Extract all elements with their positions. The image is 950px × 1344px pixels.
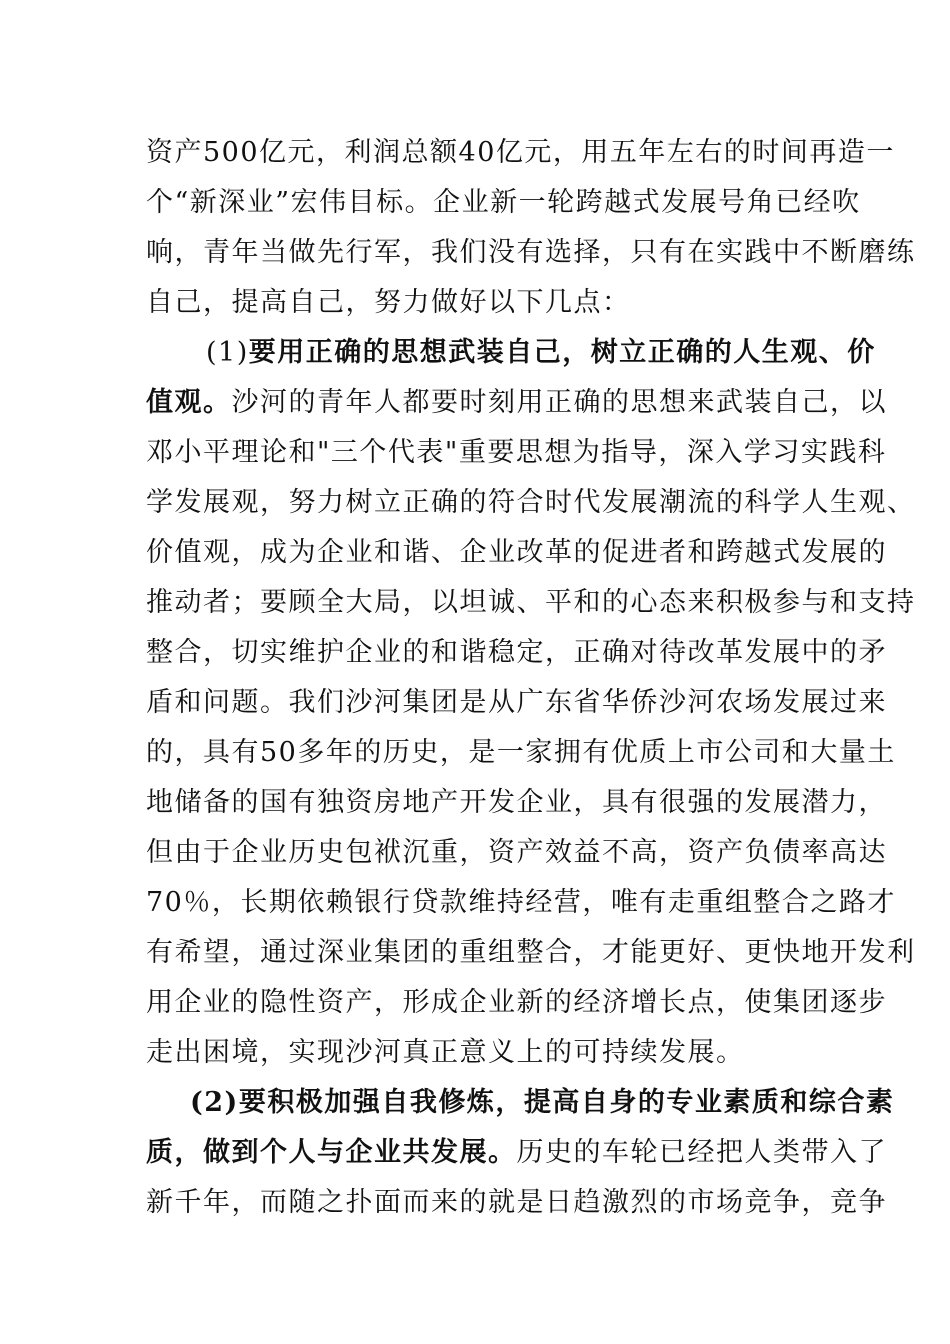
text-line: 的，具有50多年的历史，是一家拥有优质上市公司和大量土 — [146, 737, 896, 768]
heading-text: 要用正确的思想武装自己，树立正确的人生观、价 — [248, 337, 876, 368]
text-line: 个“新深业”宏伟目标。企业新一轮跨越式发展号角已经吹 — [146, 187, 861, 218]
text-line: 价值观，成为企业和谐、企业改革的促进者和跨越式发展的 — [146, 537, 887, 568]
text-line: 但由于企业历史包袱沉重，资产效益不高，资产负债率高达 — [146, 837, 887, 868]
text-line: 有希望，通过深业集团的重组整合，才能更好、更快地开发利 — [146, 937, 916, 968]
section-heading-1 — [206, 328, 876, 378]
text-line: 地储备的国有独资房地产开发企业，具有很强的发展潜力， — [146, 787, 887, 818]
section-number: (1) — [206, 337, 249, 368]
text-line: 用企业的隐性资产，形成企业新的经济增长点，使集团逐步 — [146, 987, 887, 1018]
body-text: 历史的车轮已经把人类带入了 — [516, 1137, 887, 1168]
text-line: 响，青年当做先行军，我们没有选择，只有在实践中不断磨练 — [146, 237, 916, 268]
text-line: 邓小平理论和"三个代表"重要思想为指导，深入学习实践科 — [146, 437, 887, 468]
text-line — [146, 378, 887, 428]
body-text: 沙河的青年人都要时刻用正确的思想来武装自己，以 — [231, 387, 887, 418]
text-line: 自己，提高自己，努力做好以下几点： — [146, 287, 631, 318]
section-heading-2: (2)要积极加强自我修炼，提高自身的专业素质和综合素 — [190, 1087, 895, 1118]
heading-text-continued: 值观。 — [146, 387, 232, 418]
text-line: 走出困境，实现沙河真正意义上的可持续发展。 — [146, 1037, 745, 1068]
text-line — [146, 1128, 887, 1178]
text-line: 推动者；要顾全大局，以坦诚、平和的心态来积极参与和支持 — [146, 587, 916, 618]
text-line: 学发展观，努力树立正确的符合时代发展潮流的科学人生观、 — [146, 487, 916, 518]
text-line: 整合，切实维护企业的和谐稳定，正确对待改革发展中的矛 — [146, 637, 887, 668]
text-line: 资产500亿元，利润总额40亿元，用五年左右的时间再造一 — [146, 137, 895, 168]
text-line: 盾和问题。我们沙河集团是从广东省华侨沙河农场发展过来 — [146, 687, 887, 718]
text-line: 新千年，而随之扑面而来的就是日趋激烈的市场竞争，竞争 — [146, 1187, 887, 1218]
text-line: 70％，长期依赖银行贷款维持经营，唯有走重组整合之路才 — [146, 887, 896, 918]
heading-text-continued: 质，做到个人与企业共发展。 — [146, 1137, 517, 1168]
